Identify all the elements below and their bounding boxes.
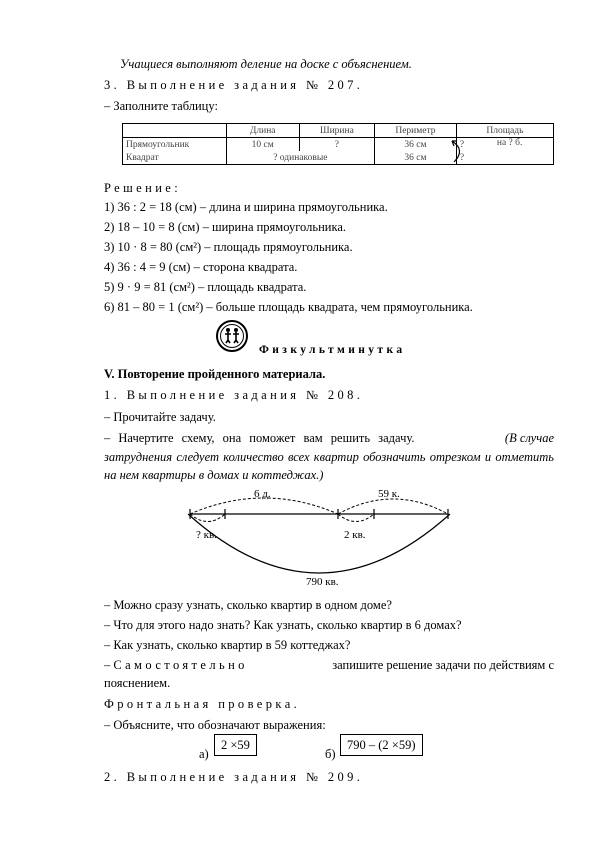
table-cell: Квадрат: [123, 151, 227, 165]
table-cell: 10 см: [226, 138, 299, 152]
task-207-instruction: – Заполните таблицу:: [104, 99, 218, 113]
table-row: [123, 138, 554, 152]
solution-step: 3) 10 · 8 = 80 (см²) – площадь прямоугольника.: [104, 240, 353, 254]
table-cell: ?: [299, 138, 374, 152]
independent-rest-line1: запишите решение задачи по действиям с: [332, 658, 554, 672]
table-header-cell: Площадь: [456, 124, 553, 138]
solution-step: 5) 9 · 9 = 81 (см²) – площадь квадрата.: [104, 280, 307, 294]
question: – Как узнать, сколько квартир в 59 коттеджах?: [104, 638, 351, 652]
task-208-draw: – Начертите схему, она поможет вам решить задачу. (В случае: [104, 431, 554, 445]
cottages-label: 59 к.: [378, 488, 400, 500]
table-cell: Прямоугольник: [123, 138, 227, 152]
solution-step: 6) 81 – 80 = 1 (см²) – больше площадь квадрата, чем прямоугольника.: [104, 300, 473, 314]
house-flats-label: ? кв.: [196, 529, 217, 541]
expression-a-box: 2 ×59: [214, 734, 257, 756]
compare-arrow-icon: [448, 137, 472, 167]
physical-exercise-icon: [216, 320, 248, 352]
solution-step: 4) 36 : 4 = 9 (см) – сторона квадрата.: [104, 260, 298, 274]
table-cell: ? одинаковые: [226, 151, 374, 165]
question: – Что для этого надо знать? Как узнать, сколько квартир в 6 домах?: [104, 618, 462, 632]
table-header-cell: Периметр: [375, 124, 457, 138]
table-cell: 36 см: [375, 151, 457, 165]
houses-arc: [190, 498, 338, 514]
independent-instruction: – Самостоятельно запишите решение задачи по действиям с: [104, 658, 554, 672]
table-header-cell: Ширина: [299, 124, 374, 138]
table-header-row: [123, 124, 554, 138]
cottage-flats-label: 2 кв.: [344, 529, 366, 541]
cottages-arc: [338, 499, 448, 514]
expression-a-label: а): [199, 747, 209, 761]
table-cell: ? на ? б.: [456, 138, 553, 152]
task-208-hint: затруднения следует количество всех квартир обозначить отрезком и отметить на нем квартиры в домах и коттеджах.): [104, 450, 554, 482]
cottage-flats-arc: [338, 514, 374, 522]
fizkult-title: Физкультминутка: [259, 344, 406, 356]
solution-heading: Решение:: [104, 181, 182, 195]
total-arc: [188, 514, 450, 573]
total-flats-label: 790 кв.: [306, 576, 339, 588]
task-208-diagram: [180, 484, 470, 584]
table-row: [123, 151, 554, 165]
section-v-title: V. Повторение пройденного материала.: [104, 367, 326, 381]
table-cell: ?: [456, 151, 553, 165]
task-208-read: – Прочитайте задачу.: [104, 410, 216, 424]
task-207-table: [122, 123, 554, 165]
solution-step: 2) 18 – 10 = 8 (см) – ширина прямоугольника.: [104, 220, 347, 234]
compare-note: на ? б.: [496, 138, 523, 148]
expression-b-box: 790 – (2 ×59): [340, 734, 423, 756]
question: – Можно сразу узнать, сколько квартир в одном доме?: [104, 598, 392, 612]
houses-label: 6 д.: [254, 488, 271, 500]
solution-step: 1) 36 : 2 = 18 (см) – длина и ширина прямоугольника.: [104, 200, 388, 214]
intro-note: Учащиеся выполняют деление на доске с объяснением.: [120, 57, 412, 71]
independent-rest-line2: пояснением.: [104, 676, 171, 690]
explain-instruction: – Объясните, что обозначают выражения:: [104, 718, 326, 732]
table-cell: 36 см: [375, 138, 457, 152]
task-208-heading: 1. Выполнение задания № 208.: [104, 388, 364, 402]
frontal-check: Фронтальная проверка.: [104, 697, 301, 711]
task-207-heading: 3. Выполнение задания № 207.: [104, 78, 364, 92]
table-header-cell: [123, 124, 227, 138]
task-209-heading: 2. Выполнение задания № 209.: [104, 770, 364, 784]
expression-b-label: б): [325, 747, 336, 761]
table-header-cell: Длина: [226, 124, 299, 138]
